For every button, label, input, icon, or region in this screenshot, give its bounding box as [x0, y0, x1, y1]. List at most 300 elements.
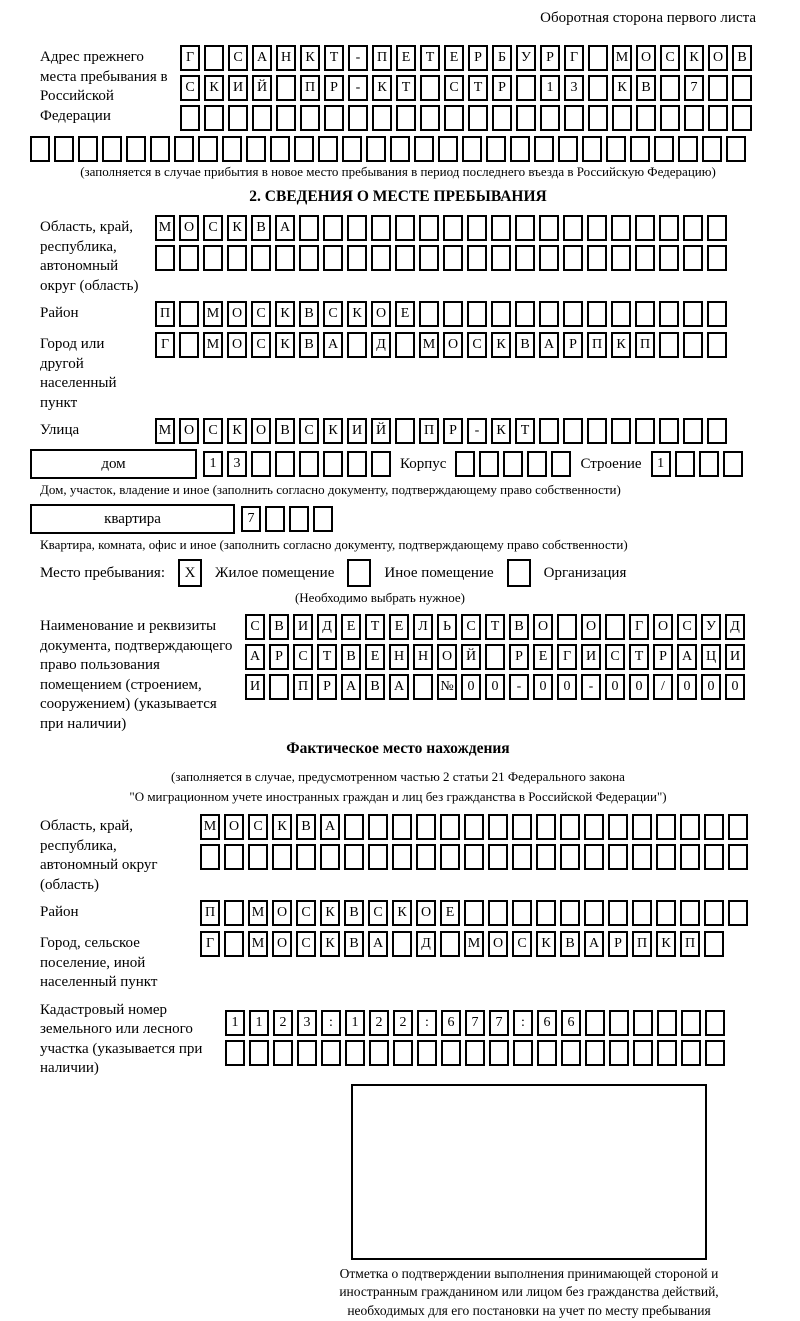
char-box[interactable]: :	[513, 1010, 533, 1036]
char-box[interactable]: С	[605, 644, 625, 670]
char-box[interactable]	[606, 136, 626, 162]
char-box[interactable]: П	[372, 45, 392, 71]
char-box[interactable]: Т	[317, 644, 337, 670]
char-box[interactable]: Р	[324, 75, 344, 101]
char-box[interactable]	[608, 900, 628, 926]
char-box[interactable]	[323, 245, 343, 271]
char-box[interactable]	[678, 136, 698, 162]
char-box[interactable]: К	[347, 301, 367, 327]
char-box[interactable]	[704, 844, 724, 870]
char-box[interactable]: Г	[564, 45, 584, 71]
char-box[interactable]: Ц	[701, 644, 721, 670]
char-box[interactable]: Е	[365, 644, 385, 670]
char-box[interactable]	[485, 644, 505, 670]
char-box[interactable]: О	[272, 931, 292, 957]
char-box[interactable]	[683, 332, 703, 358]
char-box[interactable]	[228, 105, 248, 131]
char-box[interactable]: О	[488, 931, 508, 957]
char-box[interactable]: 0	[605, 674, 625, 700]
char-box[interactable]	[683, 301, 703, 327]
char-box[interactable]: Е	[444, 45, 464, 71]
char-box[interactable]	[563, 245, 583, 271]
char-box[interactable]	[269, 674, 289, 700]
char-box[interactable]	[684, 105, 704, 131]
char-box[interactable]: К	[612, 75, 632, 101]
char-box[interactable]	[539, 301, 559, 327]
char-box[interactable]	[224, 900, 244, 926]
char-box[interactable]: С	[677, 614, 697, 640]
char-box[interactable]: Д	[317, 614, 337, 640]
char-box[interactable]: А	[320, 814, 340, 840]
char-box[interactable]	[707, 301, 727, 327]
char-box[interactable]	[539, 245, 559, 271]
char-box[interactable]	[440, 814, 460, 840]
char-box[interactable]: -	[581, 674, 601, 700]
char-box[interactable]	[611, 301, 631, 327]
char-box[interactable]	[204, 105, 224, 131]
char-box[interactable]	[344, 814, 364, 840]
char-box[interactable]: Р	[492, 75, 512, 101]
char-box[interactable]: М	[155, 418, 175, 444]
char-box[interactable]: О	[708, 45, 728, 71]
char-box[interactable]: П	[632, 931, 652, 957]
char-box[interactable]: И	[293, 614, 313, 640]
char-box[interactable]: 2	[393, 1010, 413, 1036]
char-box[interactable]: 1	[651, 451, 671, 477]
char-box[interactable]: 1	[203, 451, 223, 477]
char-box[interactable]	[560, 814, 580, 840]
char-box[interactable]: И	[228, 75, 248, 101]
char-box[interactable]	[699, 451, 719, 477]
char-box[interactable]: С	[203, 418, 223, 444]
char-box[interactable]: И	[725, 644, 745, 670]
char-box[interactable]: 0	[701, 674, 721, 700]
char-box[interactable]: Ь	[437, 614, 457, 640]
char-box[interactable]	[491, 215, 511, 241]
char-box[interactable]	[174, 136, 194, 162]
char-box[interactable]: С	[660, 45, 680, 71]
char-box[interactable]	[468, 105, 488, 131]
char-box[interactable]	[417, 1040, 437, 1066]
char-box[interactable]: Т	[365, 614, 385, 640]
char-box[interactable]: О	[636, 45, 656, 71]
char-box[interactable]: Р	[317, 674, 337, 700]
char-box[interactable]	[198, 136, 218, 162]
char-box[interactable]	[300, 105, 320, 131]
char-box[interactable]	[488, 814, 508, 840]
char-box[interactable]: Г	[200, 931, 220, 957]
char-box[interactable]: М	[200, 814, 220, 840]
char-box[interactable]: А	[245, 644, 265, 670]
char-box[interactable]	[683, 245, 703, 271]
char-box[interactable]	[395, 332, 415, 358]
char-box[interactable]: Р	[540, 45, 560, 71]
char-box[interactable]	[489, 1040, 509, 1066]
char-box[interactable]	[347, 332, 367, 358]
char-box[interactable]: П	[293, 674, 313, 700]
char-box[interactable]: У	[701, 614, 721, 640]
char-box[interactable]: 2	[273, 1010, 293, 1036]
char-box[interactable]	[630, 136, 650, 162]
char-box[interactable]	[179, 245, 199, 271]
char-box[interactable]: Л	[413, 614, 433, 640]
char-box[interactable]: К	[227, 418, 247, 444]
char-box[interactable]: А	[584, 931, 604, 957]
char-box[interactable]	[660, 105, 680, 131]
char-box[interactable]: Т	[468, 75, 488, 101]
char-box[interactable]	[587, 215, 607, 241]
char-box[interactable]: О	[533, 614, 553, 640]
char-box[interactable]: С	[467, 332, 487, 358]
char-box[interactable]: М	[155, 215, 175, 241]
char-box[interactable]: С	[180, 75, 200, 101]
char-box[interactable]: Р	[653, 644, 673, 670]
char-box[interactable]: К	[684, 45, 704, 71]
char-box[interactable]	[54, 136, 74, 162]
char-box[interactable]: Б	[492, 45, 512, 71]
char-box[interactable]: К	[275, 332, 295, 358]
char-box[interactable]	[704, 931, 724, 957]
char-box[interactable]	[707, 245, 727, 271]
char-box[interactable]	[588, 45, 608, 71]
char-box[interactable]: -	[467, 418, 487, 444]
char-box[interactable]: :	[417, 1010, 437, 1036]
char-box[interactable]: И	[245, 674, 265, 700]
char-box[interactable]	[560, 844, 580, 870]
stay-checkbox-other-premises[interactable]	[347, 559, 371, 587]
char-box[interactable]: :	[321, 1010, 341, 1036]
char-box[interactable]	[438, 136, 458, 162]
char-box[interactable]	[510, 136, 530, 162]
char-box[interactable]: К	[204, 75, 224, 101]
char-box[interactable]: 1	[345, 1010, 365, 1036]
char-box[interactable]	[467, 301, 487, 327]
char-box[interactable]: К	[536, 931, 556, 957]
char-box[interactable]	[534, 136, 554, 162]
char-box[interactable]	[294, 136, 314, 162]
char-box[interactable]: К	[491, 418, 511, 444]
char-box[interactable]: К	[320, 900, 340, 926]
char-box[interactable]: Е	[533, 644, 553, 670]
char-box[interactable]	[102, 136, 122, 162]
char-box[interactable]	[609, 1040, 629, 1066]
char-box[interactable]: Е	[440, 900, 460, 926]
char-box[interactable]	[224, 844, 244, 870]
char-box[interactable]: 3	[297, 1010, 317, 1036]
char-box[interactable]: М	[419, 332, 439, 358]
char-box[interactable]	[633, 1010, 653, 1036]
char-box[interactable]	[680, 814, 700, 840]
char-box[interactable]	[275, 451, 295, 477]
char-box[interactable]	[659, 215, 679, 241]
mark-box[interactable]	[351, 1084, 707, 1260]
char-box[interactable]: Р	[563, 332, 583, 358]
char-box[interactable]: Р	[509, 644, 529, 670]
char-box[interactable]	[390, 136, 410, 162]
char-box[interactable]: О	[443, 332, 463, 358]
char-box[interactable]	[248, 844, 268, 870]
char-box[interactable]: М	[464, 931, 484, 957]
char-box[interactable]	[582, 136, 602, 162]
char-box[interactable]	[726, 136, 746, 162]
char-box[interactable]: -	[348, 75, 368, 101]
char-box[interactable]	[467, 215, 487, 241]
char-box[interactable]	[635, 418, 655, 444]
char-box[interactable]: О	[227, 332, 247, 358]
char-box[interactable]: В	[344, 900, 364, 926]
char-box[interactable]	[419, 245, 439, 271]
char-box[interactable]: С	[296, 900, 316, 926]
char-box[interactable]: П	[300, 75, 320, 101]
char-box[interactable]	[344, 844, 364, 870]
char-box[interactable]	[585, 1040, 605, 1066]
char-box[interactable]: В	[560, 931, 580, 957]
char-box[interactable]: П	[200, 900, 220, 926]
char-box[interactable]	[680, 844, 700, 870]
char-box[interactable]: В	[299, 301, 319, 327]
char-box[interactable]	[681, 1010, 701, 1036]
char-box[interactable]	[488, 844, 508, 870]
char-box[interactable]: А	[539, 332, 559, 358]
char-box[interactable]	[707, 418, 727, 444]
char-box[interactable]: 6	[561, 1010, 581, 1036]
char-box[interactable]	[443, 215, 463, 241]
char-box[interactable]	[705, 1040, 725, 1066]
char-box[interactable]: С	[293, 644, 313, 670]
char-box[interactable]: К	[323, 418, 343, 444]
char-box[interactable]	[611, 245, 631, 271]
char-box[interactable]: К	[272, 814, 292, 840]
char-box[interactable]	[150, 136, 170, 162]
char-box[interactable]: С	[461, 614, 481, 640]
char-box[interactable]	[275, 245, 295, 271]
char-box[interactable]: М	[248, 900, 268, 926]
char-box[interactable]: В	[275, 418, 295, 444]
char-box[interactable]	[200, 844, 220, 870]
char-box[interactable]: И	[347, 418, 367, 444]
char-box[interactable]: Т	[324, 45, 344, 71]
char-box[interactable]	[732, 75, 752, 101]
char-box[interactable]	[635, 245, 655, 271]
char-box[interactable]	[656, 814, 676, 840]
char-box[interactable]: С	[228, 45, 248, 71]
char-box[interactable]: А	[341, 674, 361, 700]
char-box[interactable]: 0	[533, 674, 553, 700]
char-box[interactable]: 7	[465, 1010, 485, 1036]
char-box[interactable]: Т	[396, 75, 416, 101]
char-box[interactable]	[527, 451, 547, 477]
char-box[interactable]	[299, 215, 319, 241]
char-box[interactable]: И	[581, 644, 601, 670]
char-box[interactable]	[313, 506, 333, 532]
char-box[interactable]: С	[245, 614, 265, 640]
char-box[interactable]	[659, 332, 679, 358]
char-box[interactable]	[371, 215, 391, 241]
char-box[interactable]	[464, 844, 484, 870]
char-box[interactable]	[612, 105, 632, 131]
char-box[interactable]	[30, 136, 50, 162]
char-box[interactable]	[323, 451, 343, 477]
char-box[interactable]	[659, 418, 679, 444]
char-box[interactable]	[656, 900, 676, 926]
char-box[interactable]: П	[419, 418, 439, 444]
char-box[interactable]	[536, 814, 556, 840]
char-box[interactable]	[392, 931, 412, 957]
char-box[interactable]	[222, 136, 242, 162]
char-box[interactable]: /	[653, 674, 673, 700]
char-box[interactable]: Р	[443, 418, 463, 444]
char-box[interactable]: 3	[564, 75, 584, 101]
char-box[interactable]	[413, 674, 433, 700]
char-box[interactable]	[563, 301, 583, 327]
char-box[interactable]	[584, 844, 604, 870]
char-box[interactable]	[708, 105, 728, 131]
char-box[interactable]: Т	[420, 45, 440, 71]
char-box[interactable]	[681, 1040, 701, 1066]
char-box[interactable]: В	[299, 332, 319, 358]
char-box[interactable]	[368, 844, 388, 870]
char-box[interactable]	[345, 1040, 365, 1066]
char-box[interactable]: К	[491, 332, 511, 358]
char-box[interactable]	[587, 301, 607, 327]
char-box[interactable]	[299, 245, 319, 271]
char-box[interactable]: К	[372, 75, 392, 101]
char-box[interactable]	[539, 215, 559, 241]
char-box[interactable]	[584, 814, 604, 840]
char-box[interactable]: Р	[608, 931, 628, 957]
char-box[interactable]: 0	[557, 674, 577, 700]
char-box[interactable]	[276, 75, 296, 101]
char-box[interactable]: О	[179, 215, 199, 241]
char-box[interactable]	[609, 1010, 629, 1036]
char-box[interactable]: Д	[725, 614, 745, 640]
char-box[interactable]	[323, 215, 343, 241]
char-box[interactable]	[680, 900, 700, 926]
char-box[interactable]: А	[323, 332, 343, 358]
char-box[interactable]: П	[635, 332, 655, 358]
char-box[interactable]: В	[269, 614, 289, 640]
char-box[interactable]	[393, 1040, 413, 1066]
char-box[interactable]: М	[248, 931, 268, 957]
char-box[interactable]	[537, 1040, 557, 1066]
char-box[interactable]	[513, 1040, 533, 1066]
char-box[interactable]	[633, 1040, 653, 1066]
char-box[interactable]: Й	[371, 418, 391, 444]
char-box[interactable]	[467, 245, 487, 271]
char-box[interactable]	[488, 900, 508, 926]
char-box[interactable]	[372, 105, 392, 131]
char-box[interactable]: П	[680, 931, 700, 957]
char-box[interactable]	[299, 451, 319, 477]
char-box[interactable]: 0	[677, 674, 697, 700]
char-box[interactable]	[536, 844, 556, 870]
char-box[interactable]	[707, 215, 727, 241]
char-box[interactable]	[587, 245, 607, 271]
char-box[interactable]	[563, 418, 583, 444]
char-box[interactable]	[608, 814, 628, 840]
char-box[interactable]: Д	[371, 332, 391, 358]
char-box[interactable]: 1	[540, 75, 560, 101]
char-box[interactable]: 6	[537, 1010, 557, 1036]
char-box[interactable]	[443, 245, 463, 271]
char-box[interactable]: К	[320, 931, 340, 957]
char-box[interactable]: Т	[629, 644, 649, 670]
char-box[interactable]	[440, 844, 460, 870]
char-box[interactable]	[516, 75, 536, 101]
char-box[interactable]	[558, 136, 578, 162]
char-box[interactable]	[732, 105, 752, 131]
char-box[interactable]	[516, 105, 536, 131]
char-box[interactable]: О	[437, 644, 457, 670]
char-box[interactable]: А	[275, 215, 295, 241]
char-box[interactable]: О	[371, 301, 391, 327]
char-box[interactable]	[584, 900, 604, 926]
char-box[interactable]: М	[203, 301, 223, 327]
char-box[interactable]	[462, 136, 482, 162]
char-box[interactable]	[347, 451, 367, 477]
char-box[interactable]: Н	[276, 45, 296, 71]
char-box[interactable]	[251, 245, 271, 271]
char-box[interactable]	[632, 900, 652, 926]
char-box[interactable]	[296, 844, 316, 870]
char-box[interactable]: Р	[269, 644, 289, 670]
char-box[interactable]	[632, 814, 652, 840]
char-box[interactable]	[443, 301, 463, 327]
char-box[interactable]: О	[416, 900, 436, 926]
char-box[interactable]: 0	[461, 674, 481, 700]
char-box[interactable]: Т	[515, 418, 535, 444]
char-box[interactable]: 0	[725, 674, 745, 700]
char-box[interactable]: В	[365, 674, 385, 700]
stay-checkbox-residential[interactable]: X	[178, 559, 202, 587]
char-box[interactable]	[420, 75, 440, 101]
char-box[interactable]	[396, 105, 416, 131]
char-box[interactable]	[455, 451, 475, 477]
char-box[interactable]	[551, 451, 571, 477]
char-box[interactable]: О	[179, 418, 199, 444]
char-box[interactable]: Н	[413, 644, 433, 670]
char-box[interactable]: О	[272, 900, 292, 926]
char-box[interactable]	[464, 814, 484, 840]
char-box[interactable]	[414, 136, 434, 162]
char-box[interactable]	[611, 418, 631, 444]
char-box[interactable]: 7	[684, 75, 704, 101]
char-box[interactable]	[675, 451, 695, 477]
char-box[interactable]: 0	[485, 674, 505, 700]
char-box[interactable]: Е	[341, 614, 361, 640]
char-box[interactable]	[78, 136, 98, 162]
char-box[interactable]	[479, 451, 499, 477]
char-box[interactable]	[702, 136, 722, 162]
char-box[interactable]	[369, 1040, 389, 1066]
char-box[interactable]: Д	[416, 931, 436, 957]
char-box[interactable]	[636, 105, 656, 131]
char-box[interactable]	[657, 1040, 677, 1066]
char-box[interactable]	[348, 105, 368, 131]
char-box[interactable]	[289, 506, 309, 532]
char-box[interactable]: 0	[629, 674, 649, 700]
char-box[interactable]: -	[348, 45, 368, 71]
char-box[interactable]: В	[251, 215, 271, 241]
char-box[interactable]	[632, 844, 652, 870]
char-box[interactable]	[270, 136, 290, 162]
char-box[interactable]: С	[444, 75, 464, 101]
char-box[interactable]	[395, 245, 415, 271]
char-box[interactable]	[707, 332, 727, 358]
char-box[interactable]	[180, 105, 200, 131]
char-box[interactable]: Г	[629, 614, 649, 640]
char-box[interactable]	[486, 136, 506, 162]
